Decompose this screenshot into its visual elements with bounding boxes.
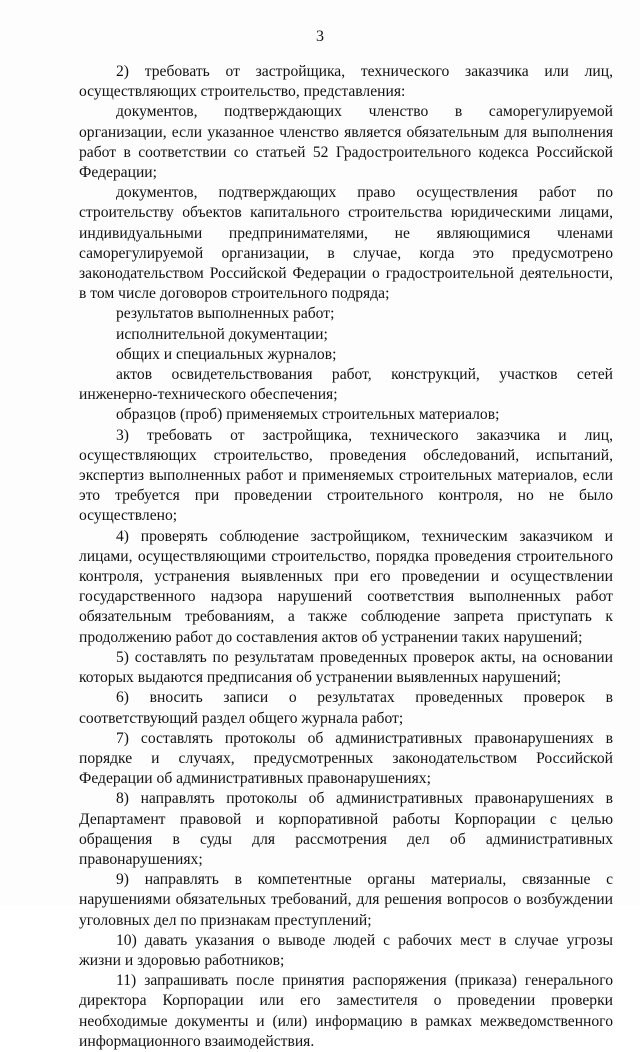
paragraph-item-11: 11) запрашивать после принятия распоряжения (приказа) генерального директора Корпорации или его заместителя о проведении проверки необходимые документы и (или) информацию в рамках межведомственного информационного взаимодействия. bbox=[79, 972, 613, 1050]
paragraph-sro-membership: документов, подтверждающих членство в саморегулируемой организации, если указанное членство является обязательным для выполнения работ в соответствии со статьей 52 Градостроительного кодекса Российской Федерации; bbox=[79, 103, 613, 182]
paragraph-work-results: результатов выполненных работ; bbox=[116, 305, 335, 323]
paragraph-work-rights: документов, подтверждающих право осуществления работ по строительству объектов капитального строительства юридическими лицами, индивидуальными предпринимателями, не являющимися членами саморегулируемой организации, в случае, когда это предусмотрено законодательством Российской Федерации о градостроительной деятельности, в том числе договоров строительного подряда; bbox=[79, 184, 613, 303]
paragraph-item-2: 2) требовать от застройщика, технического заказчика или лиц, осуществляющих строительство, представления: bbox=[79, 63, 613, 101]
paragraph-item-4: 4) проверять соблюдение застройщиком, техническим заказчиком и лицами, осуществляющими строительство, порядка проведения строительного контроля, устранения выявленных при его проведении и осуществлении государственного надзора нарушений соответствия выполненных работ обязательным требованиям, а также соблюдение запрета приступать к продолжению работ до составления актов об устранении таких нарушений; bbox=[79, 527, 613, 646]
paragraph-inspection-acts: актов освидетельствования работ, конструкций, участков сетей инженерно-технического обеспечения; bbox=[79, 366, 613, 404]
paragraph-material-samples: образцов (проб) применяемых строительных материалов; bbox=[116, 406, 500, 424]
paragraph-item-10: 10) давать указания о выводе людей с рабочих мест в случае угрозы жизни и здоровью работников; bbox=[79, 931, 613, 969]
paragraph-item-8: 8) направлять протоколы об административных правонарушениях в Департамент правовой и корпоративной работы Корпорации с целью обращения в суды для рассмотрения дел об административных правонарушениях; bbox=[79, 790, 613, 868]
paragraph-item-9: 9) направлять в компетентные органы материалы, связанные с нарушениями обязательных требований, для решения вопросов о возбуждении уголовных дел по признакам преступлений; bbox=[79, 871, 613, 929]
document-body bbox=[79, 62, 613, 1052]
paragraph-item-3: 3) требовать от застройщика, технического заказчика и лиц, осуществляющих строительство, проведения обследований, испытаний, экспертиз выполненных работ и применяемых строительных материалов, если это требуется при проведении строительного контроля, но не было осуществлено; bbox=[79, 426, 613, 525]
paragraph-journals: общих и специальных журналов; bbox=[116, 345, 337, 363]
paragraph-item-5: 5) составлять по результатам проведенных проверок акты, на основании которых выдаются предписания об устранении выявленных нарушений; bbox=[79, 648, 613, 687]
paragraph-item-7: 7) составлять протоколы об административных правонарушениях в порядке и случаях, предусмотренных законодательством Российской Федерации об административных правонарушениях; bbox=[79, 729, 613, 788]
paragraph-item-6: 6) вносить записи о результатах проведенных проверок в соответствующий раздел общего журнала работ; bbox=[79, 689, 613, 727]
paragraph-executive-docs: исполнительной документации; bbox=[116, 325, 328, 343]
page-number: 3 bbox=[316, 28, 324, 45]
